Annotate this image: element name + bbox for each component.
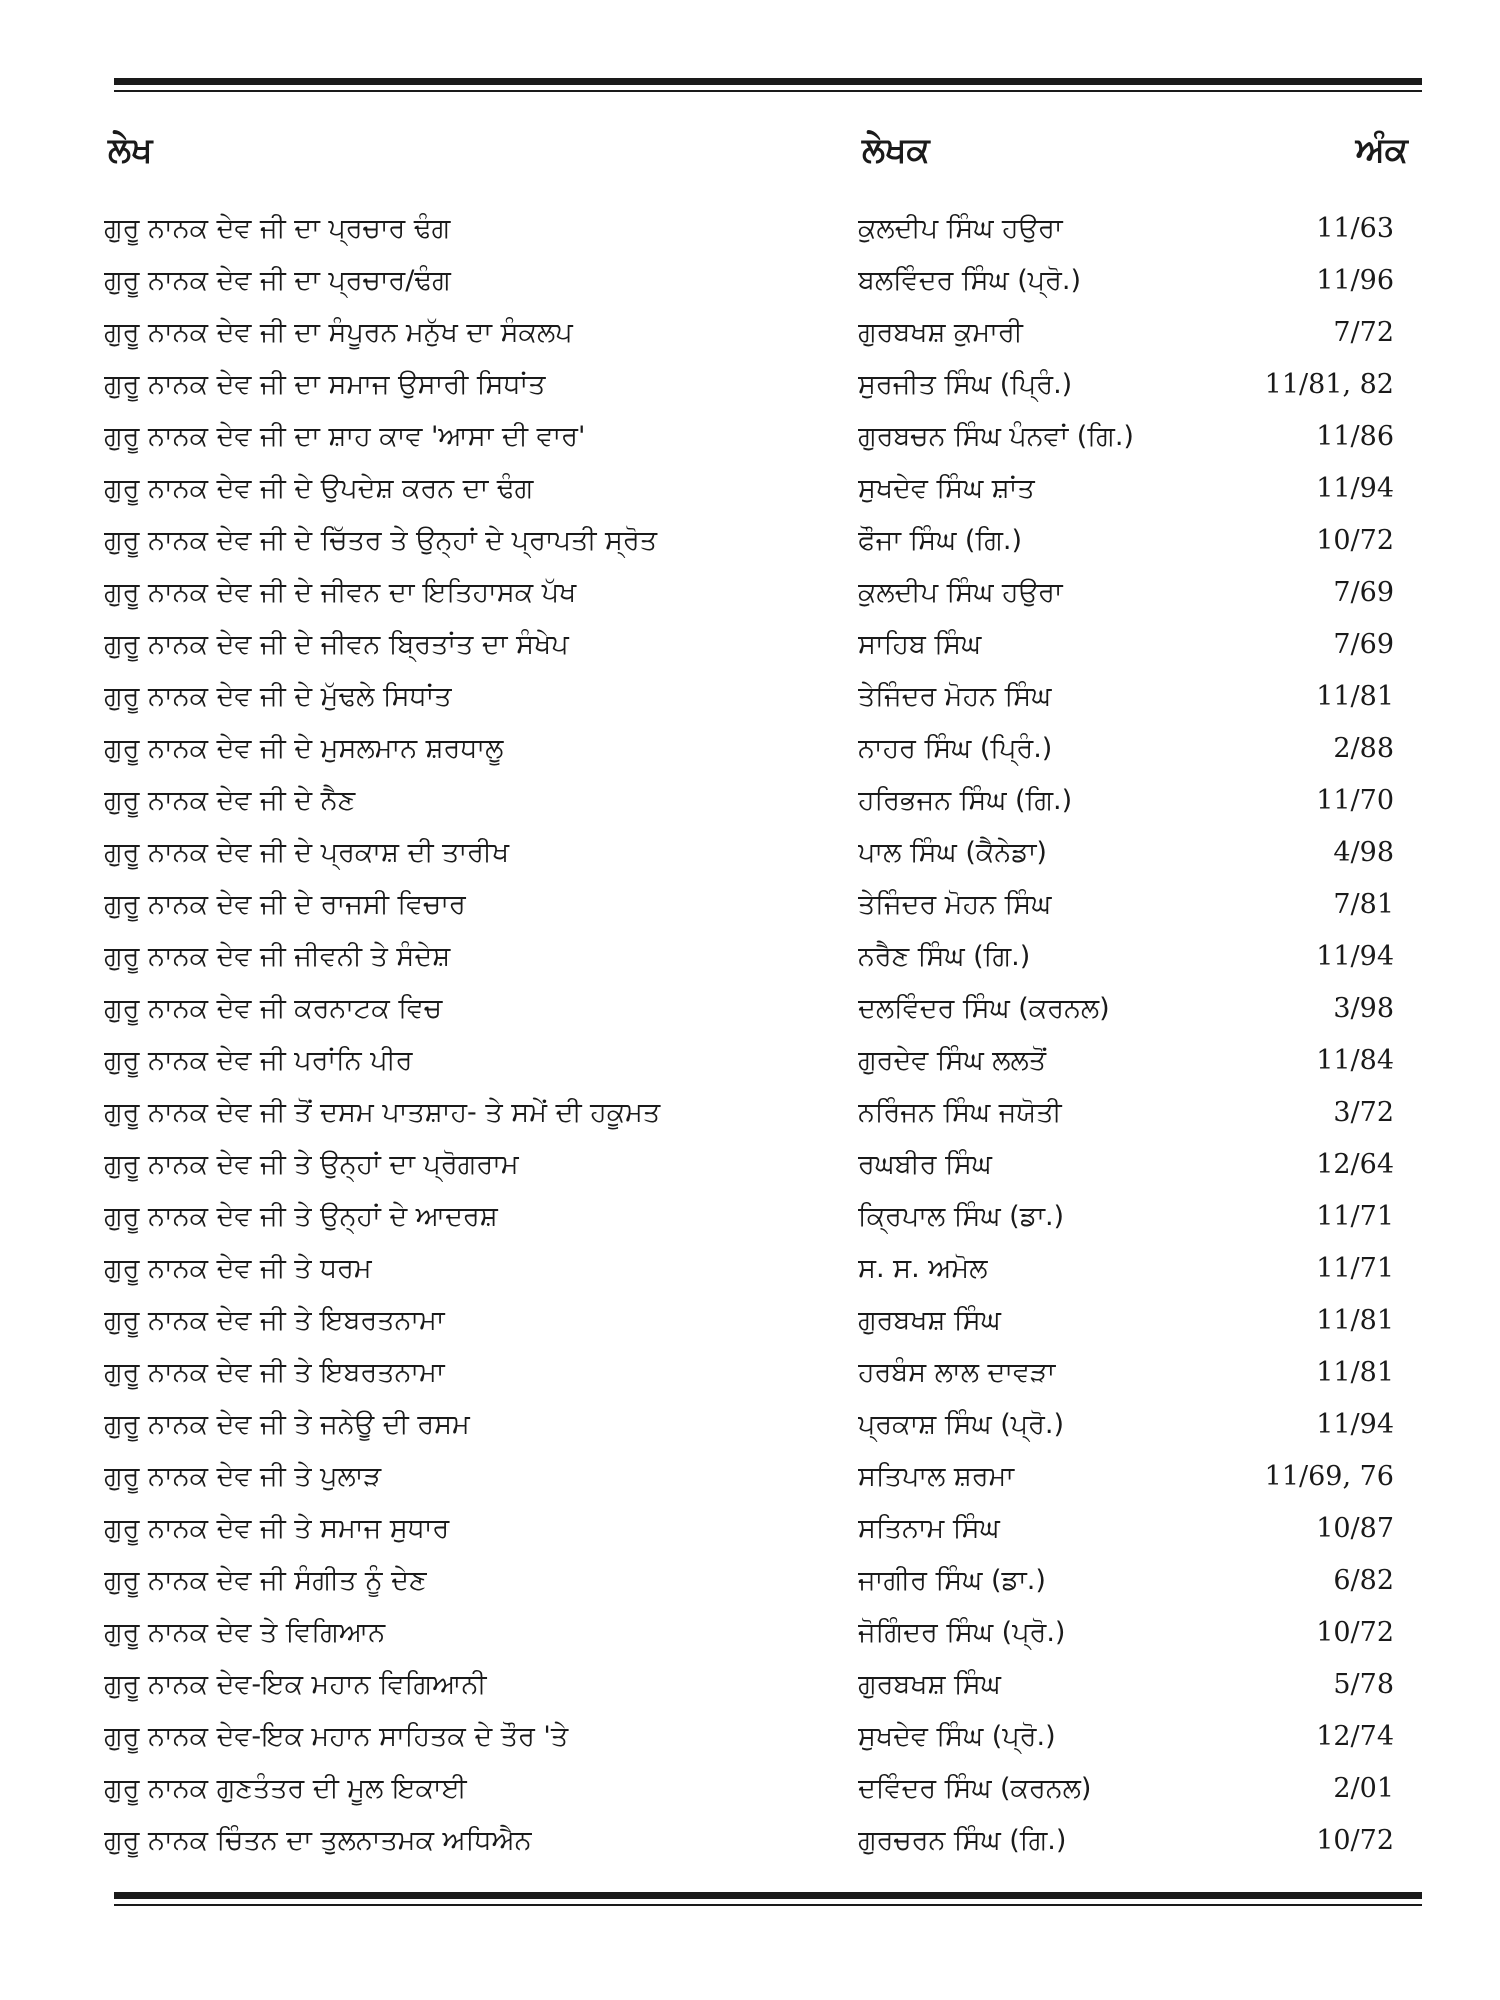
article-author: ਗੁਰਬਚਨ ਸਿੰਘ ਪੰਨਵਾਂ (ਗਿ.) bbox=[858, 421, 1134, 452]
issue-number: 10/72 bbox=[1316, 525, 1394, 556]
article-author: ਗੁਰਦੇਵ ਸਿੰਘ ਲਲਤੋਂ bbox=[858, 1045, 1047, 1076]
issue-number: 7/81 bbox=[1333, 889, 1394, 920]
issue-number: 11/86 bbox=[1316, 421, 1394, 452]
index-row bbox=[104, 828, 1394, 880]
article-author: ਰਘਬੀਰ ਸਿੰਘ bbox=[858, 1149, 992, 1180]
article-author: ਕ੍ਰਿਪਾਲ ਸਿੰਘ (ਡਾ.) bbox=[858, 1201, 1065, 1232]
article-title: ਗੁਰੂ ਨਾਨਕ ਦੇਵ ਜੀ ਦਾ ਪ੍ਰਚਾਰ/ਢੰਗ bbox=[104, 265, 451, 296]
index-row bbox=[104, 1296, 1394, 1348]
article-author: ਸਤਿਪਾਲ ਸ਼ਰਮਾ bbox=[858, 1461, 1015, 1492]
index-list bbox=[104, 204, 1394, 1868]
article-title: ਗੁਰੂ ਨਾਨਕ ਦੇਵ ਜੀ ਤੋਂ ਦਸਮ ਪਾਤਸ਼ਾਹ- ਤੇ ਸਮੇਂ ਦੀ ਹਕੂਮਤ bbox=[104, 1097, 661, 1128]
index-row bbox=[104, 412, 1394, 464]
article-author: ਤੇਜਿੰਦਰ ਮੋਹਨ ਸਿੰਘ bbox=[858, 681, 1052, 712]
index-row bbox=[104, 1452, 1394, 1504]
article-author: ਨਾਹਰ ਸਿੰਘ (ਪ੍ਰਿੰ.) bbox=[858, 733, 1053, 764]
index-row bbox=[104, 984, 1394, 1036]
article-title: ਗੁਰੂ ਨਾਨਕ ਦੇਵ-ਇਕ ਮਹਾਨ ਵਿਗਿਆਨੀ bbox=[104, 1669, 487, 1700]
index-row bbox=[104, 1816, 1394, 1868]
index-row bbox=[104, 360, 1394, 412]
index-row bbox=[104, 464, 1394, 516]
index-row bbox=[104, 204, 1394, 256]
issue-number: 11/81 bbox=[1316, 1357, 1394, 1388]
issue-number: 6/82 bbox=[1333, 1565, 1394, 1596]
article-author: ਪ੍ਰਕਾਸ਼ ਸਿੰਘ (ਪ੍ਰੋ.) bbox=[858, 1409, 1065, 1440]
issue-number: 11/81 bbox=[1316, 1305, 1394, 1336]
article-title: ਗੁਰੂ ਨਾਨਕ ਦੇਵ ਜੀ ਦੇ ਨੈਣ bbox=[104, 785, 356, 816]
article-title: ਗੁਰੂ ਨਾਨਕ ਦੇਵ ਜੀ ਤੇ ਪੁਲਾੜ bbox=[104, 1461, 382, 1492]
index-row bbox=[104, 620, 1394, 672]
header-issue-label: ਅੰਕ bbox=[1355, 130, 1408, 170]
article-title: ਗੁਰੂ ਨਾਨਕ ਦੇਵ ਜੀ ਤੇ ਇਬਰਤਨਾਮਾ bbox=[104, 1357, 445, 1388]
article-title: ਗੁਰੂ ਨਾਨਕ ਦੇਵ ਜੀ ਦਾ ਸ਼ਾਹ ਕਾਵ 'ਆਸਾ ਦੀ ਵਾਰ' bbox=[104, 421, 586, 452]
article-title: ਗੁਰੂ ਨਾਨਕ ਦੇਵ ਜੀ ਦੇ ਜੀਵਨ ਬ੍ਰਿਤਾਂਤ ਦਾ ਸੰਖੇਪ bbox=[104, 629, 569, 660]
article-author: ਗੁਰਬਖਸ਼ ਸਿੰਘ bbox=[858, 1669, 1001, 1700]
article-author: ਸਤਿਨਾਮ ਸਿੰਘ bbox=[858, 1513, 1000, 1544]
issue-number: 5/78 bbox=[1333, 1669, 1394, 1700]
article-title: ਗੁਰੂ ਨਾਨਕ ਦੇਵ ਜੀ ਕਰਨਾਟਕ ਵਿਚ bbox=[104, 993, 443, 1024]
article-title: ਗੁਰੂ ਨਾਨਕ ਦੇਵ ਜੀ ਤੇ ਸਮਾਜ ਸੁਧਾਰ bbox=[104, 1513, 450, 1544]
index-row bbox=[104, 1088, 1394, 1140]
issue-number: 12/64 bbox=[1316, 1149, 1394, 1180]
index-row bbox=[104, 724, 1394, 776]
issue-number: 11/94 bbox=[1316, 941, 1394, 972]
issue-number: 7/69 bbox=[1333, 629, 1394, 660]
index-row bbox=[104, 1660, 1394, 1712]
issue-number: 11/70 bbox=[1316, 785, 1394, 816]
index-row bbox=[104, 1348, 1394, 1400]
article-author: ਦਲਵਿੰਦਰ ਸਿੰਘ (ਕਰਨਲ) bbox=[858, 993, 1110, 1024]
article-author: ਸੁਰਜੀਤ ਸਿੰਘ (ਪ੍ਰਿੰ.) bbox=[858, 369, 1073, 400]
index-row bbox=[104, 672, 1394, 724]
issue-number: 10/72 bbox=[1316, 1617, 1394, 1648]
index-row bbox=[104, 1764, 1394, 1816]
article-author: ਤੇਜਿੰਦਰ ਮੋਹਨ ਸਿੰਘ bbox=[858, 889, 1052, 920]
top-rule-thin bbox=[114, 90, 1422, 92]
issue-number: 3/98 bbox=[1333, 993, 1394, 1024]
issue-number: 7/69 bbox=[1333, 577, 1394, 608]
article-author: ਸਾਹਿਬ ਸਿੰਘ bbox=[858, 629, 982, 660]
article-title: ਗੁਰੂ ਨਾਨਕ ਦੇਵ ਜੀ ਤੇ ਇਬਰਤਨਾਮਾ bbox=[104, 1305, 445, 1336]
index-row bbox=[104, 1400, 1394, 1452]
article-title: ਗੁਰੂ ਨਾਨਕ ਦੇਵ ਜੀ ਦੇ ਜੀਵਨ ਦਾ ਇਤਿਹਾਸਕ ਪੱਖ bbox=[104, 577, 577, 608]
index-row bbox=[104, 516, 1394, 568]
issue-number: 12/74 bbox=[1316, 1721, 1394, 1752]
article-title: ਗੁਰੂ ਨਾਨਕ ਦੇਵ ਜੀ ਜੀਵਨੀ ਤੇ ਸੰਦੇਸ਼ bbox=[104, 941, 451, 972]
issue-number: 11/81 bbox=[1316, 681, 1394, 712]
article-title: ਗੁਰੂ ਨਾਨਕ ਚਿੰਤਨ ਦਾ ਤੁਲਨਾਤਮਕ ਅਧਿਐਨ bbox=[104, 1825, 532, 1856]
article-title: ਗੁਰੂ ਨਾਨਕ ਦੇਵ ਜੀ ਦੇ ਮੁਸਲਮਾਨ ਸ਼ਰਧਾਲੂ bbox=[104, 733, 504, 764]
issue-number: 7/72 bbox=[1333, 317, 1394, 348]
issue-number: 11/94 bbox=[1316, 1409, 1394, 1440]
issue-number: 11/94 bbox=[1316, 473, 1394, 504]
article-title: ਗੁਰੂ ਨਾਨਕ ਦੇਵ ਜੀ ਤੇ ਉਨ੍ਹਾਂ ਦੇ ਆਦਰਸ਼ bbox=[104, 1201, 498, 1232]
article-title: ਗੁਰੂ ਨਾਨਕ ਦੇਵ ਜੀ ਤੇ ਧਰਮ bbox=[104, 1253, 372, 1284]
article-author: ਗੁਰਬਖਸ਼ ਕੁਮਾਰੀ bbox=[858, 317, 1023, 348]
issue-number: 11/96 bbox=[1316, 265, 1394, 296]
article-title: ਗੁਰੂ ਨਾਨਕ ਦੇਵ-ਇਕ ਮਹਾਨ ਸਾਹਿਤਕ ਦੇ ਤੌਰ 'ਤੇ bbox=[104, 1721, 569, 1752]
index-row bbox=[104, 1504, 1394, 1556]
article-author: ਗੁਰਚਰਨ ਸਿੰਘ (ਗਿ.) bbox=[858, 1825, 1067, 1856]
article-author: ਪਾਲ ਸਿੰਘ (ਕੈਨੇਡਾ) bbox=[858, 837, 1047, 868]
article-author: ਕੁਲਦੀਪ ਸਿੰਘ ਹਉਰਾ bbox=[858, 213, 1063, 244]
top-rule bbox=[114, 78, 1422, 92]
issue-number: 10/87 bbox=[1316, 1513, 1394, 1544]
article-author: ਫੌਜਾ ਸਿੰਘ (ਗਿ.) bbox=[858, 525, 1023, 556]
index-row bbox=[104, 1140, 1394, 1192]
article-title: ਗੁਰੂ ਨਾਨਕ ਦੇਵ ਜੀ ਦਾ ਸੰਪੂਰਨ ਮਨੁੱਖ ਦਾ ਸੰਕਲਪ bbox=[104, 317, 573, 348]
bottom-rule bbox=[114, 1892, 1422, 1906]
article-author: ਸ. ਸ. ਅਮੋਲ bbox=[858, 1253, 988, 1284]
article-title: ਗੁਰੂ ਨਾਨਕ ਦੇਵ ਜੀ ਦੇ ਪ੍ਰਕਾਸ਼ ਦੀ ਤਾਰੀਖ bbox=[104, 837, 510, 868]
issue-number: 11/81, 82 bbox=[1264, 369, 1394, 400]
article-title: ਗੁਰੂ ਨਾਨਕ ਦੇਵ ਜੀ ਦੇ ਉਪਦੇਸ਼ ਕਰਨ ਦਾ ਢੰਗ bbox=[104, 473, 534, 504]
article-title: ਗੁਰੂ ਨਾਨਕ ਦੇਵ ਜੀ ਦਾ ਪ੍ਰਚਾਰ ਢੰਗ bbox=[104, 213, 451, 244]
column-header bbox=[108, 130, 1408, 190]
index-row bbox=[104, 1556, 1394, 1608]
header-author-label: ਲੇਖਕ bbox=[862, 130, 930, 170]
issue-number: 11/63 bbox=[1316, 213, 1394, 244]
index-row bbox=[104, 776, 1394, 828]
article-author: ਨਰੈਣ ਸਿੰਘ (ਗਿ.) bbox=[858, 941, 1031, 972]
article-author: ਹਰਬੰਸ ਲਾਲ ਦਾਵੜਾ bbox=[858, 1357, 1056, 1388]
article-author: ਸੁਖਦੇਵ ਸਿੰਘ (ਪ੍ਰੋ.) bbox=[858, 1721, 1056, 1752]
issue-number: 11/71 bbox=[1316, 1201, 1394, 1232]
bottom-rule-thin bbox=[114, 1904, 1422, 1906]
bottom-rule-thick bbox=[114, 1892, 1422, 1899]
article-title: ਗੁਰੂ ਨਾਨਕ ਦੇਵ ਜੀ ਦੇ ਮੁੱਢਲੇ ਸਿਧਾਂਤ bbox=[104, 681, 452, 712]
top-rule-thick bbox=[114, 78, 1422, 85]
index-row bbox=[104, 1608, 1394, 1660]
article-author: ਗੁਰਬਖਸ਼ ਸਿੰਘ bbox=[858, 1305, 1001, 1336]
issue-number: 4/98 bbox=[1333, 837, 1394, 868]
index-row bbox=[104, 308, 1394, 360]
article-title: ਗੁਰੂ ਨਾਨਕ ਗੁਣਤੰਤਰ ਦੀ ਮੂਲ ਇਕਾਈ bbox=[104, 1773, 467, 1804]
article-author: ਦਵਿੰਦਰ ਸਿੰਘ (ਕਰਨਲ) bbox=[858, 1773, 1092, 1804]
article-title: ਗੁਰੂ ਨਾਨਕ ਦੇਵ ਜੀ ਤੇ ਉਨ੍ਹਾਂ ਦਾ ਪ੍ਰੋਗਰਾਮ bbox=[104, 1149, 519, 1180]
index-row bbox=[104, 256, 1394, 308]
index-row bbox=[104, 568, 1394, 620]
header-title-label: ਲੇਖ bbox=[108, 130, 153, 170]
article-author: ਹਰਿਭਜਨ ਸਿੰਘ (ਗਿ.) bbox=[858, 785, 1073, 816]
article-author: ਜਾਗੀਰ ਸਿੰਘ (ਡਾ.) bbox=[858, 1565, 1046, 1596]
article-title: ਗੁਰੂ ਨਾਨਕ ਦੇਵ ਜੀ ਪਰਾਂਨਿ ਪੀਰ bbox=[104, 1045, 413, 1076]
index-row bbox=[104, 880, 1394, 932]
article-author: ਜੋਗਿੰਦਰ ਸਿੰਘ (ਪ੍ਰੋ.) bbox=[858, 1617, 1066, 1648]
article-title: ਗੁਰੂ ਨਾਨਕ ਦੇਵ ਜੀ ਦੇ ਰਾਜਸੀ ਵਿਚਾਰ bbox=[104, 889, 466, 920]
article-title: ਗੁਰੂ ਨਾਨਕ ਦੇਵ ਤੇ ਵਿਗਿਆਨ bbox=[104, 1617, 386, 1648]
article-title: ਗੁਰੂ ਨਾਨਕ ਦੇਵ ਜੀ ਦੇ ਚਿੱਤਰ ਤੇ ਉਨ੍ਹਾਂ ਦੇ ਪ੍ਰਾਪਤੀ ਸ੍ਰੋਤ bbox=[104, 525, 658, 556]
issue-number: 11/84 bbox=[1316, 1045, 1394, 1076]
index-row bbox=[104, 1244, 1394, 1296]
issue-number: 11/69, 76 bbox=[1264, 1461, 1394, 1492]
article-author: ਨਰਿੰਜਨ ਸਿੰਘ ਜਯੋਤੀ bbox=[858, 1097, 1062, 1128]
issue-number: 2/88 bbox=[1333, 733, 1394, 764]
issue-number: 3/72 bbox=[1333, 1097, 1394, 1128]
issue-number: 2/01 bbox=[1333, 1773, 1394, 1804]
article-author: ਸੁਖਦੇਵ ਸਿੰਘ ਸ਼ਾਂਤ bbox=[858, 473, 1035, 504]
issue-number: 11/71 bbox=[1316, 1253, 1394, 1284]
article-title: ਗੁਰੂ ਨਾਨਕ ਦੇਵ ਜੀ ਸੰਗੀਤ ਨੂੰ ਦੇਣ bbox=[104, 1565, 427, 1596]
article-title: ਗੁਰੂ ਨਾਨਕ ਦੇਵ ਜੀ ਤੇ ਜਨੇਊ ਦੀ ਰਸਮ bbox=[104, 1409, 470, 1440]
issue-number: 10/72 bbox=[1316, 1825, 1394, 1856]
index-row bbox=[104, 932, 1394, 984]
article-author: ਬਲਵਿੰਦਰ ਸਿੰਘ (ਪ੍ਰੋ.) bbox=[858, 265, 1082, 296]
article-title: ਗੁਰੂ ਨਾਨਕ ਦੇਵ ਜੀ ਦਾ ਸਮਾਜ ਉਸਾਰੀ ਸਿਧਾਂਤ bbox=[104, 369, 546, 400]
index-row bbox=[104, 1192, 1394, 1244]
index-row bbox=[104, 1036, 1394, 1088]
index-row bbox=[104, 1712, 1394, 1764]
article-author: ਕੁਲਦੀਪ ਸਿੰਘ ਹਉਰਾ bbox=[858, 577, 1063, 608]
